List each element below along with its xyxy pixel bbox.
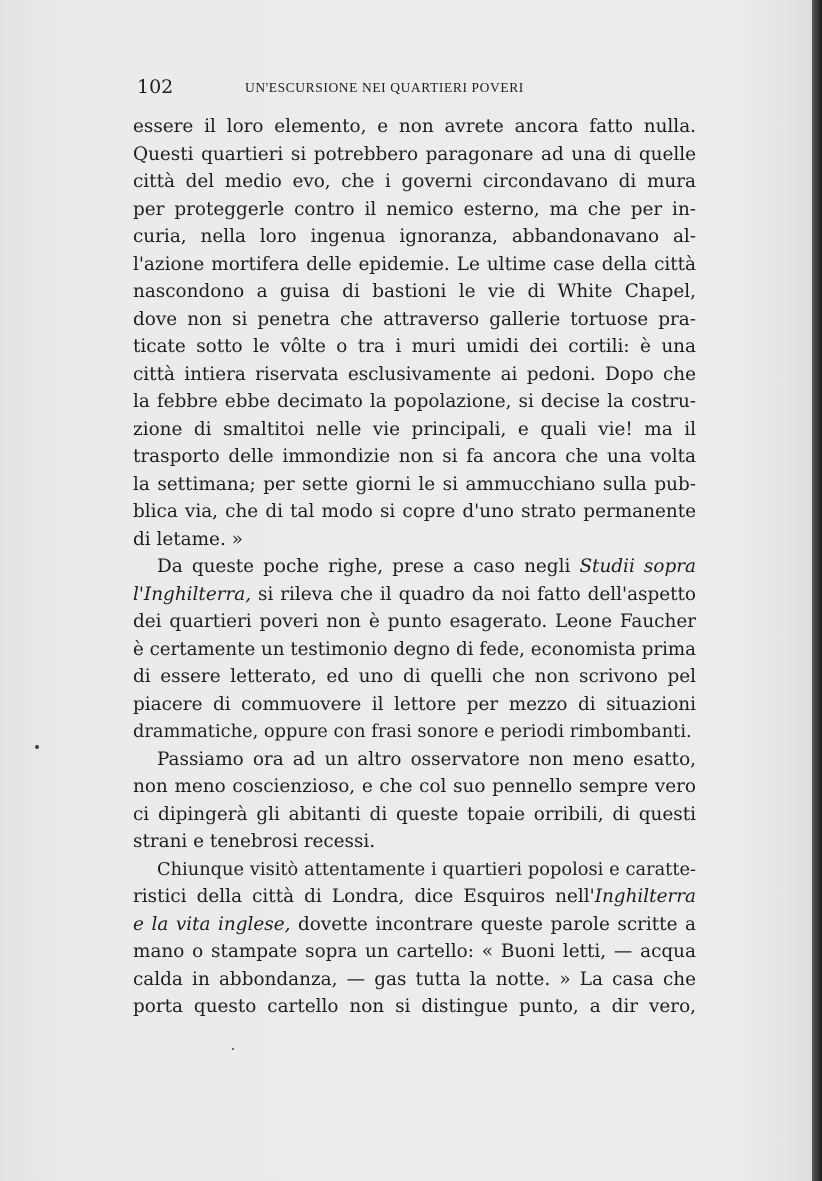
text-line [133,911,696,939]
text-line: trasporto delle immondizie non si fa ancora che una volta [133,446,696,467]
text-line: dei quartieri poveri non è punto esagerato. Leone Faucher [133,611,696,632]
text-line: ticate sotto le vôlte o tra i muri umidi dei cortili: è una [133,336,696,357]
text-line: città intiera riservata esclusivamente ai pedoni. Dopo che [133,363,696,385]
text-line: Questi quartieri si potrebbero paragonare ad una di quelle [133,143,696,165]
text-line [133,553,696,581]
italic-title: Studii sopra [579,556,696,577]
text-line: zione di smaltitoi nelle vie principali, e quali vie! ma il [133,418,696,440]
italic-title: l'Inghilterra, [133,583,252,605]
text-line: piacere di commuovere il lettore per mezzo di situazioni [133,693,696,715]
italic-title: e la vita inglese, [133,913,291,935]
text-segment: ristici della città di Londra, dice Esquiros nell' [133,886,595,907]
text-line: mano o stampate sopra un cartello: « Buoni letti, — acqua [133,941,696,962]
text-line: Passiamo ora ad un altro osservatore non meno esatto, [157,748,696,770]
text-line [133,581,696,609]
text-line: Chiunque visitò attentamente i quartieri popolosi e caratte- [157,858,696,880]
text-line: dove non si penetra che attraverso gallerie tortuose pra- [133,308,696,330]
text-line: nascondono a guisa di bastioni le vie di White Chapel, [133,281,696,302]
text-line: ci dipingerà gli abitanti di queste topaie orribili, di questi [133,803,696,825]
paper-speck [232,1048,234,1050]
text-line: non meno coscienzioso, e che col suo pennello sempre vero [133,776,696,797]
text-line: città del medio evo, che i governi circondavano di mura [133,171,696,192]
running-title: UN'ESCURSIONE NEI QUARTIERI POVERI [245,80,524,95]
body-text [133,113,696,1021]
text-line: di essere letterato, ed uno di quelli che non scrivono pel [133,666,696,687]
italic-title: Inghilterra [594,886,696,907]
page-number: 102 [137,76,174,98]
text-line [133,883,696,911]
text-line: essere il loro elemento, e non avrete ancora fatto nulla. [133,116,696,137]
text-segment: Da queste poche righe, prese a caso negli [157,556,571,577]
text-line: la settimana; per sette giorni le si ammucchiano sulla pub- [133,473,696,495]
text-line: calda in abbondanza, — gas tutta la notte. » La casa che [133,968,696,990]
page-edge-shadow [812,0,822,1181]
text-line: l'azione mortifera delle epidemie. Le ultime case della città [133,253,696,275]
text-line: curia, nella loro ingenua ignoranza, abbandonavano al- [133,226,696,247]
text-segment: dovette incontrare queste parole scritte a [298,913,696,935]
running-head [137,76,697,102]
text-line: di letame. » [133,528,243,550]
text-line: drammatiche, oppure con frasi sonore e periodi rimbombanti. [133,721,692,742]
text-line: per proteggerle contro il nemico esterno, ma che per in- [133,198,696,220]
text-segment: si rileva che il quadro da noi fatto dell'aspetto [258,583,696,605]
text-line: strani e tenebrosi recessi. [133,831,376,852]
text-line: blica via, che di tal modo si copre d'uno strato permanente [133,501,696,522]
paper-speck [35,745,39,749]
text-line: porta questo cartello non si distingue punto, a dir vero, [133,996,696,1017]
text-line: la febbre ebbe decimato la popolazione, si decise la costru- [133,391,696,412]
text-line: è certamente un testimonio degno di fede, economista prima [133,638,696,660]
